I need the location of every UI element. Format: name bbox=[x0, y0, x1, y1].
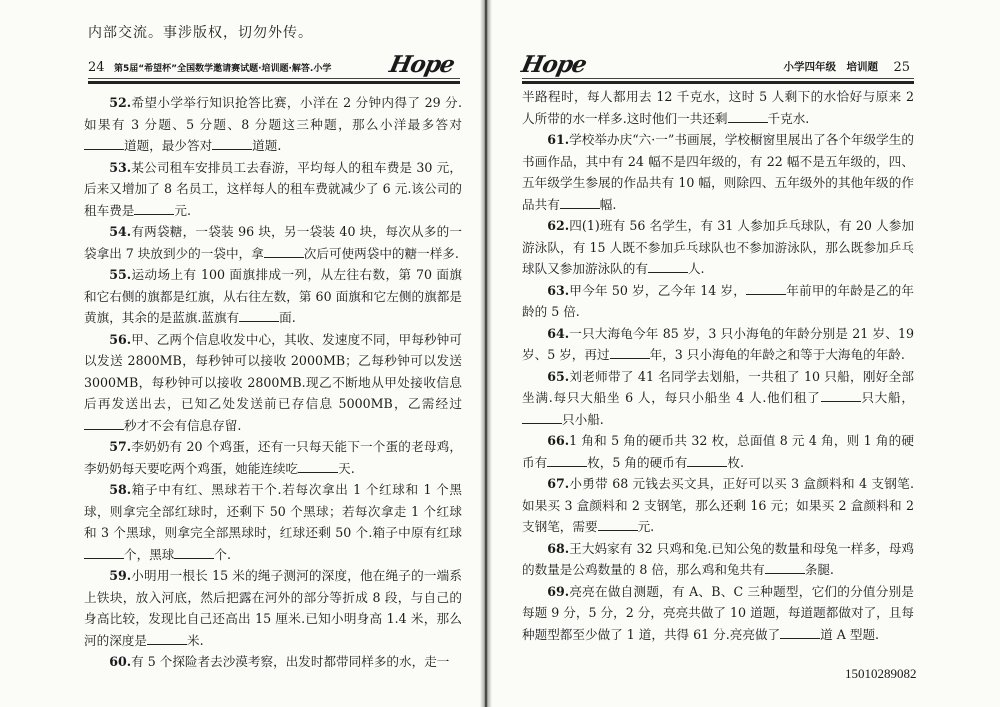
question-item bbox=[522, 581, 914, 646]
question-number: 69. bbox=[547, 583, 570, 599]
hope-logo: Hope bbox=[387, 51, 457, 78]
question-item bbox=[522, 215, 914, 280]
question-text: 天. bbox=[338, 460, 355, 476]
question-item bbox=[84, 565, 462, 651]
question-text: 半路程时，每人都用去 12 千克水，这时 5 人剩下的水恰好与原来 2 人所带的水一样多.这时他们一共还剩 bbox=[522, 89, 914, 126]
question-number: 52. bbox=[109, 95, 132, 110]
page-number: 24 bbox=[88, 60, 105, 75]
right-question-list bbox=[522, 86, 914, 645]
left-page-header bbox=[88, 50, 460, 84]
question-text: 箱子中有红、黑球若干个.若每次拿出 1 个红球和 1 个黑球，则拿完全部红球时，还剩下 50 个黑球；若每次拿走 1 个红球和 3 个黑球，则拿完全部黑球时，红球还剩 50 个.箱子中原有红球 bbox=[84, 482, 462, 540]
question-text: 亮亮在做自测题，有 A、B、C 三种题型，它们的分值分别是每题 9 分，5 分，2 分，亮亮共做了 10 道题，每道题都做对了，且每种题型都至少做了 1 道，共得 61 分.亮亮做了 bbox=[522, 583, 914, 642]
question-number: 65. bbox=[547, 368, 570, 384]
answer-blank bbox=[239, 310, 279, 322]
question-number: 53. bbox=[109, 159, 132, 175]
answer-blank bbox=[522, 412, 562, 424]
question-text: 人. bbox=[687, 261, 705, 276]
question-text: 学校举办庆“六·一”书画展，学校橱窗里展出了各个年级学生的书画作品，其中有 24 幅不是四年级的，有 22 幅不是五年级的，四、五年级学生参展的作品共有 10 幅，则除四、五年级外的其他年级的作品共有 bbox=[522, 132, 914, 212]
question-item bbox=[522, 280, 914, 323]
question-continuation bbox=[522, 86, 914, 129]
question-text: 道题. bbox=[252, 138, 282, 153]
question-text: 年，3 只小海龟的年龄之和等于大海龟的年龄. bbox=[649, 347, 905, 362]
question-text: 李奶奶有 20 个鸡蛋，还有一只每天能下一个蛋的老母鸡，李奶奶每天要吃两个鸡蛋，她能连续吃 bbox=[84, 439, 462, 476]
question-text: 王大妈家有 32 只鸡和兔.已知公兔的数量和母兔一样多，母鸡的数量是公鸡数量的 8 倍，那么鸡和兔共有 bbox=[522, 540, 914, 577]
left-page bbox=[0, 0, 480, 707]
question-number: 54. bbox=[109, 224, 132, 239]
question-text: 元. bbox=[637, 519, 655, 534]
question-number: 68. bbox=[547, 540, 570, 556]
question-text: 次后可使两袋中的糖一样多. bbox=[303, 245, 459, 261]
question-item bbox=[522, 430, 914, 473]
question-text: 枚，5 角的硬币有 bbox=[587, 454, 688, 470]
question-number: 56. bbox=[109, 331, 132, 347]
question-text: 小明用一根长 15 米的绳子测河的深度，他在绳子的一端系上铁块，放入河底，然后把露在河外的部分等折成 8 段，与自己的身高比较，发现比自己还高出 15 厘米.已知小明身高 1.4 米，那么河的深度是 bbox=[84, 568, 462, 648]
copyright-notice: 内部交流。事涉版权，切勿外传。 bbox=[88, 25, 313, 41]
phone-number: 15010289082 bbox=[845, 666, 917, 681]
answer-blank bbox=[84, 418, 124, 430]
answer-blank bbox=[780, 627, 820, 639]
question-text: 一只大海龟今年 85 岁，3 只小海龟的年龄分别是 21 岁、19 岁、5 岁，再过 bbox=[522, 325, 914, 362]
question-number: 55. bbox=[109, 267, 132, 282]
question-text: 元. bbox=[174, 202, 191, 218]
question-text: 甲、乙两个信息收发中心，其收、发速度不同，甲每秒钟可以发送 2800MB，每秒钟可以接收 2000MB；乙每秒钟可以发送 3000MB，每秒钟可以接收 2800MB.现乙不断地从甲处接收信息后再发送出去，已知乙处发送前已存信息 5000MB，乙需经过 bbox=[84, 331, 462, 411]
question-text: 刘老师带了 41 名同学去划船，一共租了 10 只船，刚好全部坐满.每只大船坐 6 人，每只小船坐 4 人.他们租了 bbox=[522, 368, 914, 405]
left-question-list bbox=[84, 92, 462, 673]
answer-blank bbox=[765, 562, 805, 574]
question-item bbox=[522, 323, 914, 366]
answer-blank bbox=[821, 390, 861, 402]
answer-blank bbox=[212, 138, 252, 150]
question-text: 条腿. bbox=[804, 562, 834, 577]
header-rule bbox=[88, 81, 460, 84]
question-text: 米. bbox=[186, 632, 204, 648]
question-text: 秒才不会有信息存留. bbox=[124, 417, 242, 433]
question-text: 道 A 型题. bbox=[820, 626, 880, 642]
question-number: 62. bbox=[547, 218, 570, 233]
answer-blank bbox=[598, 519, 638, 531]
right-page-header bbox=[519, 50, 914, 84]
header-rule bbox=[522, 81, 914, 84]
question-text: 希望小学举行知识抢答比赛，小洋在 2 分钟内得了 29 分.如果有 3 分题、5 分题、8 分题这三种题，那么小洋最多答对 bbox=[84, 95, 462, 132]
question-text: 面. bbox=[279, 310, 296, 325]
question-number: 60. bbox=[109, 654, 132, 669]
question-item bbox=[522, 473, 914, 538]
answer-blank bbox=[547, 455, 587, 467]
answer-blank bbox=[134, 203, 174, 215]
answer-blank bbox=[610, 347, 650, 359]
question-number: 67. bbox=[547, 476, 570, 491]
question-text: 某公司租车安排员工去春游，平均每人的租车费是 30 元，后来又增加了 8 名员工，这样每人的租车费就减少了 6 元.该公司的租车费是 bbox=[84, 159, 462, 218]
question-item bbox=[522, 538, 914, 581]
question-text: 千克水. bbox=[767, 110, 810, 126]
question-item bbox=[84, 264, 462, 329]
answer-blank bbox=[264, 246, 304, 258]
answer-blank bbox=[648, 261, 688, 273]
question-item bbox=[84, 479, 462, 565]
right-page bbox=[492, 0, 1000, 707]
answer-blank bbox=[687, 455, 727, 467]
header-title: 小学四年级 培训题 bbox=[783, 61, 878, 73]
header-title: 第5届“希望杯”全国数学邀请赛试题·培训题·解答.小学 bbox=[114, 64, 332, 74]
question-number: 63. bbox=[547, 282, 570, 298]
answer-blank bbox=[298, 461, 338, 473]
question-text: 有 5 个探险者去沙漠考察，出发时都带同样多的水，走一 bbox=[131, 654, 450, 669]
question-number: 59. bbox=[109, 568, 132, 583]
answer-blank bbox=[84, 138, 124, 150]
answer-blank bbox=[746, 283, 786, 295]
question-number: 58. bbox=[109, 482, 132, 497]
question-text: 1 角和 5 角的硬币共 32 枚，总面值 8 元 4 角，则 1 角的硬币有 bbox=[522, 433, 914, 470]
answer-blank bbox=[147, 633, 187, 645]
question-text: 运动场上有 100 面旗排成一列，从左往右数，第 70 面旗和它右侧的旗都是红旗，从右往左数，第 60 面旗和它左侧的旗都是黄旗，其余的是蓝旗.蓝旗有 bbox=[84, 267, 462, 325]
question-text: 幅. bbox=[599, 196, 617, 212]
question-item bbox=[84, 157, 462, 222]
question-text: 只大船， bbox=[860, 390, 914, 405]
question-text: 甲今年 50 岁，乙今年 14 岁， bbox=[569, 282, 747, 298]
question-number: 66. bbox=[547, 433, 570, 448]
page-number: 25 bbox=[893, 60, 910, 75]
question-text: 年前甲的年龄是乙的年龄的 5 倍. bbox=[522, 282, 914, 319]
question-number: 61. bbox=[547, 132, 570, 147]
answer-blank bbox=[728, 111, 768, 123]
question-text: 只小船. bbox=[562, 411, 604, 427]
hope-logo: Hope bbox=[519, 51, 589, 78]
question-number: 57. bbox=[109, 439, 132, 454]
question-item bbox=[84, 651, 462, 673]
question-text: 枚. bbox=[727, 454, 744, 470]
question-item bbox=[84, 329, 462, 437]
question-text: 小勇带 68 元钱去买文具，正好可以买 3 盒颜料和 4 支钢笔.如果买 3 盒颜料和 2 支钢笔，那么还剩 16 元；如果买 2 盒颜料和 2 支钢笔，需要 bbox=[522, 476, 914, 534]
header-rule bbox=[88, 78, 460, 79]
answer-blank bbox=[174, 547, 214, 559]
answer-blank bbox=[560, 197, 600, 209]
question-text: 个. bbox=[214, 546, 231, 562]
question-item bbox=[84, 221, 462, 264]
question-text: 有两袋糖，一袋装 96 块，另一袋装 40 块，每次从多的一袋拿出 7 块放到少的一袋中，拿 bbox=[84, 224, 462, 261]
question-text: 个，黑球 bbox=[124, 546, 175, 562]
answer-blank bbox=[84, 547, 124, 559]
question-number: 64. bbox=[547, 325, 570, 341]
question-item bbox=[84, 92, 462, 157]
question-text: 四(1)班有 56 名学生，有 31 人参加乒乓球队，有 20 人参加游泳队，有 15 人既不参加乒乓球队也不参加游泳队，那么既参加乒乓球队又参加游泳队的有 bbox=[522, 218, 914, 276]
question-item bbox=[522, 129, 914, 215]
header-rule bbox=[522, 78, 914, 79]
question-item bbox=[84, 436, 462, 479]
question-text: 道题，最少答对 bbox=[124, 138, 213, 153]
question-item bbox=[522, 366, 914, 431]
book-spine bbox=[480, 0, 492, 707]
